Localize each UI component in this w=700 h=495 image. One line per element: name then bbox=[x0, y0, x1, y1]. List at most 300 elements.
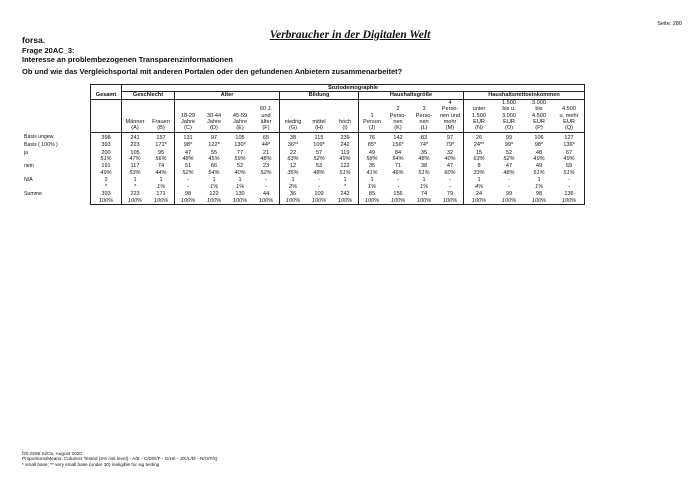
cell-count: 99* bbox=[504, 142, 514, 149]
cell-count: 98 bbox=[535, 191, 543, 198]
footer-line: Proportions/Means: Columns Tested (5% risk level) - A/B - C/D/E/F - G/H/I - J/K/L/M - N/O/P/Q bbox=[22, 456, 218, 462]
crosstab-table bbox=[90, 84, 585, 205]
cell-percent: 52% bbox=[503, 156, 515, 163]
cell-count: 15 bbox=[475, 149, 483, 156]
cell-count: 171 bbox=[156, 191, 166, 198]
table-cell bbox=[280, 176, 307, 190]
cell-count: 156* bbox=[392, 142, 404, 149]
table-cell bbox=[332, 149, 359, 163]
cell-count: 35 bbox=[420, 149, 428, 156]
cell-count: - bbox=[449, 177, 451, 184]
table-cell bbox=[494, 176, 524, 190]
cell-percent: - bbox=[265, 183, 267, 190]
cell-count: 127 bbox=[564, 134, 574, 141]
table-cell bbox=[175, 162, 202, 176]
table-cell bbox=[411, 190, 437, 204]
group-haushaltsgroesse: Haushaltsgröße bbox=[359, 92, 464, 99]
table-cell bbox=[437, 141, 464, 148]
cell-count: 85* bbox=[367, 142, 377, 149]
cell-percent: 53% bbox=[129, 169, 141, 176]
cell-percent: 63% bbox=[473, 156, 485, 163]
table-cell bbox=[385, 176, 411, 190]
table-cell bbox=[91, 162, 122, 176]
cell-count: 157 bbox=[156, 134, 166, 141]
cell-count: 122 bbox=[209, 191, 219, 198]
cell-percent: 100% bbox=[561, 197, 577, 204]
cell-percent: - bbox=[508, 183, 510, 190]
table-cell bbox=[385, 141, 411, 148]
column-header: unter 1.500 EUR (N) bbox=[464, 99, 495, 132]
cell-percent: 100% bbox=[337, 197, 353, 204]
cell-count: 98* bbox=[183, 142, 193, 149]
brand-logo-text: forsa. bbox=[22, 35, 46, 45]
cell-percent: 40% bbox=[444, 156, 456, 163]
table-cell bbox=[437, 190, 464, 204]
table-cell bbox=[122, 190, 149, 204]
column-header: 2 Perso- nen (K) bbox=[389, 106, 407, 132]
cell-percent: 52% bbox=[182, 169, 194, 176]
cell-percent: 48% bbox=[418, 156, 430, 163]
cell-count: 24** bbox=[473, 142, 485, 149]
cell-percent: - bbox=[568, 183, 570, 190]
cell-percent: 35% bbox=[287, 169, 299, 176]
cell-count: 8 bbox=[477, 163, 481, 170]
cell-count: 1 bbox=[537, 177, 541, 184]
cell-percent: 44% bbox=[155, 169, 167, 176]
cell-count: 242 bbox=[340, 191, 350, 198]
cell-percent: 52% bbox=[260, 169, 272, 176]
cell-count: 66 bbox=[210, 163, 218, 170]
cell-percent: 1% bbox=[209, 183, 219, 190]
table-cell bbox=[524, 141, 554, 148]
cell-count: 109 bbox=[314, 191, 324, 198]
cell-count: 74* bbox=[419, 142, 429, 149]
cell-count: 142 bbox=[393, 134, 403, 141]
cell-count: 99 bbox=[505, 191, 513, 198]
cell-percent: 100% bbox=[285, 197, 301, 204]
cell-percent: 1% bbox=[367, 183, 377, 190]
table-cell bbox=[175, 149, 202, 163]
table-cell bbox=[201, 162, 227, 176]
cell-percent: 1% bbox=[534, 183, 544, 190]
footer-notes bbox=[22, 451, 218, 467]
cell-count: 22 bbox=[289, 149, 297, 156]
cell-count: 115 bbox=[314, 134, 324, 141]
cell-count: 130 bbox=[235, 191, 245, 198]
table-cell bbox=[175, 190, 202, 204]
cell-percent: * bbox=[343, 183, 347, 190]
table-cell bbox=[175, 176, 202, 190]
cell-percent: 100% bbox=[98, 197, 114, 204]
cell-count: 38 bbox=[420, 163, 428, 170]
cell-count: 1 bbox=[343, 177, 347, 184]
cell-count: 200 bbox=[101, 149, 111, 156]
cell-percent: 54% bbox=[392, 156, 404, 163]
table-cell bbox=[306, 132, 332, 141]
group-geschlecht: Geschlecht bbox=[122, 92, 175, 99]
cell-percent: 58% bbox=[366, 156, 378, 163]
table-cell bbox=[280, 141, 307, 148]
cell-count: 65 bbox=[262, 134, 270, 141]
table-cell bbox=[332, 176, 359, 190]
cell-count: 171* bbox=[155, 142, 167, 149]
cell-count: 74 bbox=[420, 191, 428, 198]
table-cell bbox=[554, 149, 585, 163]
table-cell bbox=[122, 141, 149, 148]
table-cell bbox=[253, 141, 280, 148]
cell-percent: 100% bbox=[390, 197, 406, 204]
cell-percent: 100% bbox=[206, 197, 222, 204]
cell-count: 119 bbox=[340, 149, 350, 156]
cell-count: 122 bbox=[340, 163, 350, 170]
column-header: 3 Perso- nen (L) bbox=[415, 106, 433, 132]
table-cell bbox=[91, 132, 122, 141]
cell-count: 106 bbox=[534, 134, 544, 141]
cell-count: 117 bbox=[130, 163, 140, 170]
cell-count: 1 bbox=[238, 177, 242, 184]
cell-percent: * bbox=[104, 183, 108, 190]
table-cell bbox=[175, 141, 202, 148]
table-cell bbox=[253, 162, 280, 176]
table-cell bbox=[148, 190, 175, 204]
table-cell bbox=[253, 149, 280, 163]
table-cell bbox=[306, 141, 332, 148]
cell-count: 38 bbox=[289, 134, 297, 141]
cell-count: 223 bbox=[130, 191, 140, 198]
cell-count: - bbox=[397, 177, 399, 184]
cell-count: 44 bbox=[262, 191, 270, 198]
cell-count: 69 bbox=[565, 163, 573, 170]
cell-percent: 48% bbox=[260, 156, 272, 163]
cell-count: 97 bbox=[210, 134, 218, 141]
cell-percent: 40% bbox=[234, 169, 246, 176]
column-header: 4.500 u. mehr EUR (Q) bbox=[559, 106, 579, 132]
cell-percent: 59% bbox=[234, 156, 246, 163]
table-cell bbox=[524, 149, 554, 163]
cell-count: 57 bbox=[315, 149, 323, 156]
table-row bbox=[91, 190, 585, 204]
table-cell bbox=[411, 141, 437, 148]
cell-count: 191 bbox=[101, 163, 111, 170]
table-cell bbox=[359, 190, 386, 204]
cell-percent: 63% bbox=[287, 156, 299, 163]
table-cell bbox=[437, 176, 464, 190]
cell-count: 105 bbox=[235, 134, 245, 141]
table-cell bbox=[280, 190, 307, 204]
table-cell bbox=[332, 132, 359, 141]
cell-count: 79 bbox=[446, 191, 454, 198]
cell-percent: 100% bbox=[416, 197, 432, 204]
table-cell bbox=[227, 132, 253, 141]
cell-percent: 100% bbox=[153, 197, 169, 204]
cell-percent: 51% bbox=[100, 156, 112, 163]
cell-count: 49 bbox=[535, 163, 543, 170]
table-cell bbox=[464, 176, 495, 190]
table-cell bbox=[385, 132, 411, 141]
cell-percent: 51% bbox=[533, 169, 545, 176]
cell-percent: * bbox=[133, 183, 137, 190]
cell-count: 71 bbox=[394, 163, 402, 170]
cell-count: 67 bbox=[565, 149, 573, 156]
table-cell bbox=[494, 190, 524, 204]
table-cell bbox=[411, 176, 437, 190]
cell-percent: 4% bbox=[474, 183, 484, 190]
document-title: Verbraucher in der Digitalen Welt bbox=[269, 29, 431, 41]
cell-count: 393 bbox=[101, 191, 111, 198]
table-cell bbox=[122, 132, 149, 141]
header-soziodemographie: Soziodemographie bbox=[122, 85, 585, 92]
table-cell bbox=[332, 141, 359, 148]
column-header: niedrig (G) bbox=[280, 99, 307, 132]
cell-count: 55 bbox=[210, 149, 218, 156]
column-header: Frauen (B) bbox=[152, 119, 170, 132]
cell-count: 36 bbox=[289, 191, 297, 198]
column-header: 45-59 Jahre (E) bbox=[232, 112, 248, 132]
cell-percent: 54% bbox=[208, 169, 220, 176]
table-cell bbox=[554, 141, 585, 148]
cell-percent: 100% bbox=[232, 197, 248, 204]
cell-percent: 49% bbox=[563, 156, 575, 163]
table-cell bbox=[227, 190, 253, 204]
table-cell bbox=[148, 149, 175, 163]
table-cell bbox=[464, 132, 495, 141]
question-label: Frage 20AC_3: bbox=[22, 46, 75, 55]
table-cell bbox=[332, 190, 359, 204]
table-cell bbox=[227, 176, 253, 190]
cell-count: 77 bbox=[236, 149, 244, 156]
cell-count: 51 bbox=[184, 163, 192, 170]
table-cell bbox=[201, 190, 227, 204]
table-cell bbox=[554, 190, 585, 204]
cell-count: 156 bbox=[393, 191, 403, 198]
cell-percent: 51% bbox=[563, 169, 575, 176]
column-header: 60 J. und älter (F) bbox=[259, 106, 273, 132]
table-cell bbox=[385, 162, 411, 176]
cell-count: 32 bbox=[446, 149, 454, 156]
table-row bbox=[91, 132, 585, 141]
cell-count: 35 bbox=[368, 163, 376, 170]
cell-count: 47 bbox=[505, 163, 513, 170]
table-cell bbox=[524, 176, 554, 190]
cell-count: 53 bbox=[315, 163, 323, 170]
table-cell bbox=[332, 162, 359, 176]
table-row bbox=[91, 141, 585, 148]
table-cell bbox=[359, 149, 386, 163]
cell-percent: 48% bbox=[182, 156, 194, 163]
table-cell bbox=[280, 132, 307, 141]
footer-line: * small base; ** very small base (under 30) ineligible for sig testing bbox=[22, 461, 160, 467]
cell-count: 95 bbox=[157, 149, 165, 156]
cell-count: 398 bbox=[101, 134, 111, 141]
cell-percent: - bbox=[318, 183, 320, 190]
cell-percent: 33% bbox=[473, 169, 485, 176]
cell-count: 44* bbox=[261, 142, 271, 149]
table-cell bbox=[148, 162, 175, 176]
cell-percent: 56% bbox=[155, 156, 167, 163]
cell-percent: 100% bbox=[364, 197, 380, 204]
row-label: Basis ungew. bbox=[24, 134, 55, 141]
cell-count: 223 bbox=[130, 142, 140, 149]
cell-count: 47 bbox=[446, 163, 454, 170]
cell-count: 1 bbox=[370, 177, 374, 184]
table-cell bbox=[201, 132, 227, 141]
cell-count: - bbox=[187, 177, 189, 184]
table-cell bbox=[253, 132, 280, 141]
table-cell bbox=[306, 149, 332, 163]
cell-count: 122* bbox=[208, 142, 220, 149]
table-cell bbox=[437, 149, 464, 163]
table-corner bbox=[91, 85, 122, 92]
column-header: 18-29 Jahre (C) bbox=[175, 99, 202, 132]
cell-count: 97 bbox=[446, 134, 454, 141]
table-cell bbox=[91, 176, 122, 190]
column-header: 1.500 bis u. 3.000 EUR (O) bbox=[502, 99, 516, 132]
cell-count: 1 bbox=[212, 177, 216, 184]
column-header: mittel (H) bbox=[312, 119, 326, 132]
cell-percent: 41% bbox=[366, 169, 378, 176]
table-cell bbox=[524, 132, 554, 141]
table-cell bbox=[524, 162, 554, 176]
cell-percent: 47% bbox=[129, 156, 141, 163]
table-cell bbox=[437, 162, 464, 176]
table-cell bbox=[227, 149, 253, 163]
table-cell bbox=[464, 162, 495, 176]
cell-percent: 1% bbox=[419, 183, 429, 190]
row-label: ja bbox=[24, 149, 29, 156]
cell-count: 98 bbox=[184, 191, 192, 198]
table-cell bbox=[494, 162, 524, 176]
cell-percent: 48% bbox=[313, 169, 325, 176]
table-cell bbox=[201, 176, 227, 190]
table-cell bbox=[385, 190, 411, 204]
cell-percent: 100% bbox=[471, 197, 487, 204]
cell-count: 136* bbox=[563, 142, 575, 149]
cell-percent: 100% bbox=[501, 197, 517, 204]
table-cell bbox=[91, 141, 122, 148]
column-header bbox=[91, 99, 122, 132]
cell-count: 393 bbox=[101, 142, 111, 149]
cell-count: - bbox=[265, 177, 267, 184]
table-cell bbox=[306, 162, 332, 176]
cell-count: - bbox=[568, 177, 570, 184]
cell-percent: 1% bbox=[235, 183, 245, 190]
table-cell bbox=[524, 190, 554, 204]
cell-count: 241 bbox=[130, 134, 140, 141]
group-bildung: Bildung bbox=[280, 92, 359, 99]
table-cell bbox=[253, 190, 280, 204]
cell-count: 1 bbox=[159, 177, 163, 184]
cell-count: 239 bbox=[340, 134, 350, 141]
cell-percent: 49% bbox=[100, 169, 112, 176]
table-row bbox=[91, 176, 585, 190]
table-cell bbox=[437, 132, 464, 141]
cell-percent: 100% bbox=[311, 197, 327, 204]
cell-percent: 51% bbox=[339, 169, 351, 176]
table-cell bbox=[91, 190, 122, 204]
cell-percent: 100% bbox=[258, 197, 274, 204]
cell-count: 49 bbox=[368, 149, 376, 156]
table-cell bbox=[253, 176, 280, 190]
cell-count: 52 bbox=[236, 163, 244, 170]
cell-count: 76 bbox=[368, 134, 376, 141]
header-gesamt: Gesamt bbox=[91, 92, 122, 99]
cell-count: 48 bbox=[535, 149, 543, 156]
cell-percent: 49% bbox=[533, 156, 545, 163]
cell-count: 136 bbox=[564, 191, 574, 198]
cell-percent: 51% bbox=[418, 169, 430, 176]
table-cell bbox=[464, 190, 495, 204]
cell-count: 74 bbox=[157, 163, 165, 170]
table-cell bbox=[122, 162, 149, 176]
table-row bbox=[91, 162, 585, 176]
cell-percent: 2% bbox=[288, 183, 298, 190]
table-cell bbox=[494, 149, 524, 163]
column-header: hoch (I) bbox=[338, 119, 352, 132]
page-number: Seite: 280 bbox=[657, 21, 682, 27]
table-cell bbox=[554, 132, 585, 141]
cell-count: 84 bbox=[394, 149, 402, 156]
cell-count: 98* bbox=[534, 142, 544, 149]
table-cell bbox=[280, 149, 307, 163]
group-haushaltsnettoeinkommen: Haushaltsnettoeinkommen bbox=[464, 92, 585, 99]
column-header: 30-44 Jahre (D) bbox=[206, 112, 222, 132]
cell-count: 1 bbox=[291, 177, 295, 184]
cell-count: 105 bbox=[130, 149, 140, 156]
row-label: nein bbox=[24, 163, 34, 170]
table-cell bbox=[359, 141, 386, 148]
cell-count: 47 bbox=[184, 149, 192, 156]
table-cell bbox=[554, 176, 585, 190]
table-cell bbox=[464, 141, 495, 148]
cell-percent: 45% bbox=[208, 156, 220, 163]
cell-count: 130* bbox=[234, 142, 246, 149]
table-cell bbox=[148, 141, 175, 148]
column-header: 3.000 bis 4.500 EUR (P) bbox=[532, 99, 546, 132]
table-cell bbox=[175, 132, 202, 141]
table-cell bbox=[280, 162, 307, 176]
cell-count: 242 bbox=[340, 142, 350, 149]
table-cell bbox=[122, 149, 149, 163]
table-cell bbox=[359, 176, 386, 190]
cell-percent: - bbox=[397, 183, 399, 190]
cell-count: 24 bbox=[475, 191, 483, 198]
cell-percent: - bbox=[449, 183, 451, 190]
column-header: Männer (A) bbox=[122, 99, 149, 132]
cell-count: 21 bbox=[262, 149, 270, 156]
cell-percent: 49% bbox=[339, 156, 351, 163]
cell-count: 99 bbox=[505, 134, 513, 141]
table-cell bbox=[227, 162, 253, 176]
cell-count: 1 bbox=[133, 177, 137, 184]
cell-percent: 100% bbox=[442, 197, 458, 204]
group-alter: Alter bbox=[175, 92, 280, 99]
cell-count: 131 bbox=[183, 134, 193, 141]
cell-percent: - bbox=[187, 183, 189, 190]
row-label: Basis ( 100% ) bbox=[24, 142, 58, 149]
table-cell bbox=[91, 149, 122, 163]
table-cell bbox=[201, 149, 227, 163]
table-cell bbox=[385, 149, 411, 163]
question-text: Ob und wie das Vergleichsportal mit anderen Portalen oder den gefundenen Anbietern zusammenarbeitet? bbox=[22, 67, 403, 76]
cell-percent: 100% bbox=[127, 197, 143, 204]
cell-percent: 60% bbox=[444, 169, 456, 176]
cell-percent: 48% bbox=[503, 169, 515, 176]
table-cell bbox=[148, 132, 175, 141]
table-cell bbox=[148, 176, 175, 190]
cell-percent: 52% bbox=[313, 156, 325, 163]
cell-count: 83 bbox=[420, 134, 428, 141]
table-cell bbox=[494, 141, 524, 148]
